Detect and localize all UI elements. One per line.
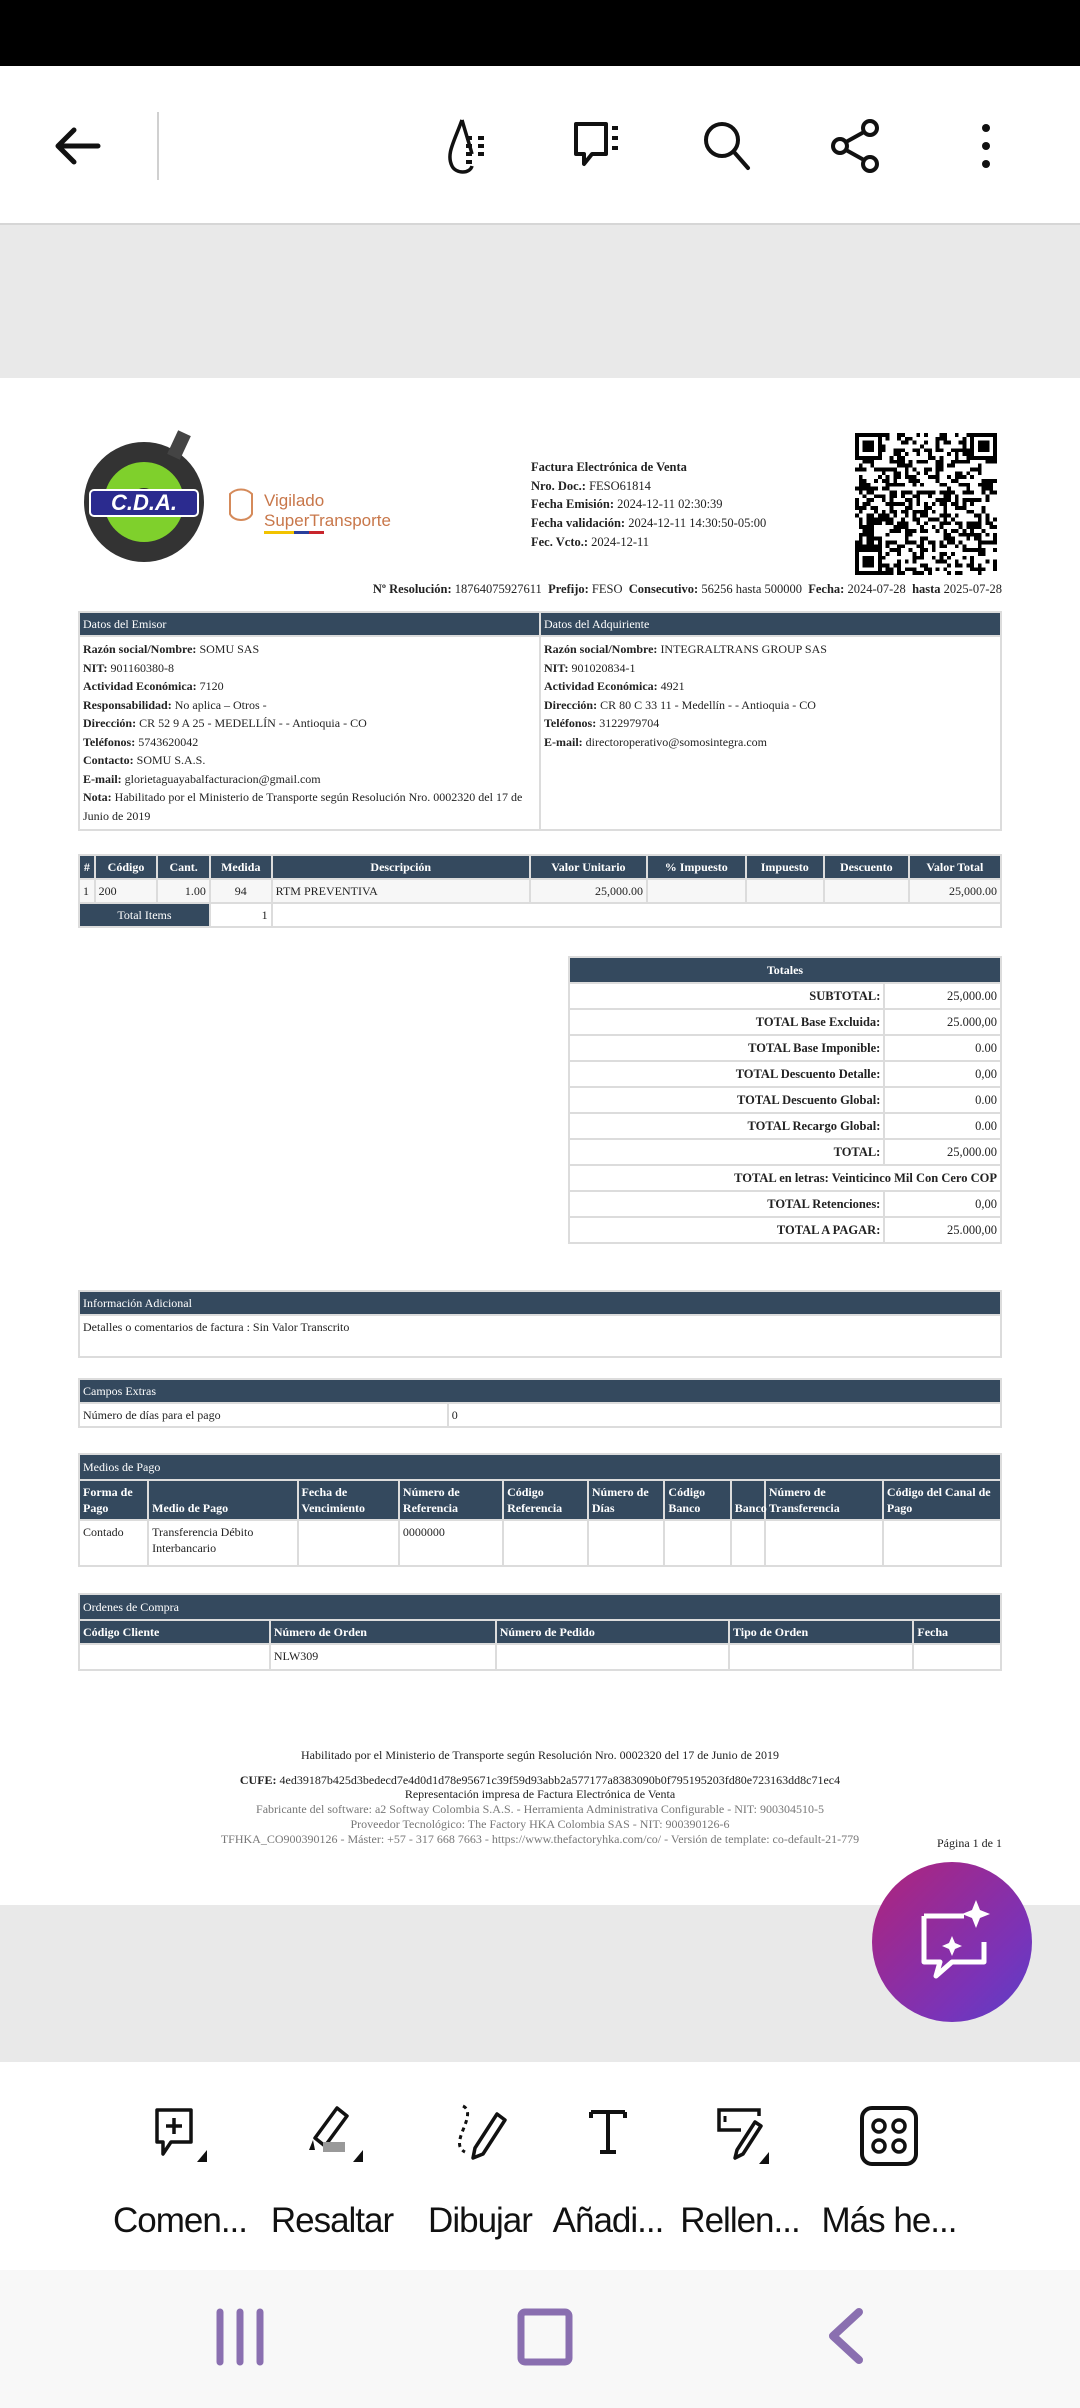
table-cell (79, 1644, 270, 1670)
tool-label: Añadi... (552, 2201, 664, 2240)
field-value: 901020834-1 (571, 660, 636, 675)
field-adquiriente (544, 677, 997, 696)
column-header: # (79, 855, 95, 879)
table-cell: 94 (210, 879, 272, 903)
system-nav-bar (0, 2270, 1080, 2408)
column-header: Fecha de Vencimiento (298, 1480, 399, 1520)
column-header: Medida (210, 855, 272, 879)
field-label: Dirección: (83, 716, 137, 730)
field-label: Teléfonos: (544, 716, 597, 730)
add-comment-icon (145, 2102, 215, 2172)
svg-text:SuperTransporte: SuperTransporte (264, 511, 391, 530)
tool-label: Comen... (113, 2201, 247, 2240)
vigilado-supertransporte-logo (224, 486, 404, 536)
field-emisor (83, 677, 536, 696)
totals-row (569, 1217, 1001, 1243)
totals-heading: Totales (569, 957, 1001, 983)
issue-date: 2024-12-11 02:30:39 (617, 497, 723, 512)
footer-cufe: CUFE: 4ed39187b425d3bedecd7e4d0d1d78e95671c39f59d93abb2a577177a8383090b0f795195203fd80e723163dd8c71ec4 (239, 1773, 841, 1787)
totals-row (569, 1113, 1001, 1139)
more-tools[interactable] (814, 2102, 964, 2241)
table-cell (298, 1520, 399, 1566)
info-adicional-heading: Información Adicional (79, 1291, 1001, 1315)
ordenes-compra-table (78, 1593, 1002, 1671)
field-adquiriente (544, 659, 997, 678)
table-cell (731, 1520, 765, 1566)
bottom-tools-bar (0, 2062, 1080, 2270)
medios-pago-table (78, 1453, 1002, 1567)
field-label: Teléfonos: (83, 734, 136, 749)
field-value: glorietaguayabalfacturacion@gmail.com (124, 771, 321, 786)
field-label: NIT: (544, 660, 569, 675)
column-header: Código Cliente (79, 1620, 270, 1644)
highlighter-icon (297, 2102, 367, 2172)
field-value: 901160380-8 (110, 660, 175, 675)
field-value: SOMU S.A.S. (136, 753, 206, 767)
field-value: 3122979704 (599, 716, 660, 730)
totals-row (569, 1061, 1001, 1087)
svg-text:C.D.A.: C.D.A. (111, 490, 177, 515)
totals-value: 0.00 (884, 1113, 1001, 1139)
totals-value: 0,00 (884, 1061, 1001, 1087)
footer-representacion: Representación impresa de Factura Electrónica de Venta (404, 1787, 676, 1801)
table-cell (588, 1520, 665, 1566)
column-header: Código Banco (664, 1480, 730, 1520)
table-cell: RTM PREVENTIVA (272, 879, 530, 903)
column-header: Código del Canal de Pago (883, 1480, 1001, 1520)
totals-row (569, 1087, 1001, 1113)
pdf-page[interactable] (0, 378, 1080, 1905)
ai-sparkle-chat-icon (872, 1862, 1032, 2022)
totals-label: TOTAL Base Imponible: (569, 1035, 884, 1061)
campos-extras-value: 0 (448, 1403, 1001, 1427)
totals-value: 25,000.00 (884, 983, 1001, 1009)
field-label: E-mail: (544, 734, 583, 749)
table-cell: 25,000.00 (530, 879, 647, 903)
footer-proveedor: Proveedor Tecnológico: The Factory HKA Colombia SAS - NIT: 900390126-6 (350, 1817, 730, 1831)
more-options-icon[interactable] (956, 116, 1016, 176)
column-header: Banco (731, 1480, 765, 1520)
cda-logo (82, 430, 212, 565)
home-icon[interactable] (515, 2306, 575, 2366)
field-label: Actividad Económica: (544, 679, 658, 693)
field-emisor (83, 770, 536, 789)
total-items-label: Total Items (79, 903, 210, 927)
footer-habilitado: Habilitado por el Ministerio de Transporte según Resolución Nro. 0002320 del 17 de Junio de 2019 (301, 1748, 779, 1762)
invoice-title: Factura Electrónica de Venta (531, 460, 687, 474)
table-cell (729, 1644, 913, 1670)
emisor-details (79, 636, 540, 830)
totals-row (569, 1009, 1001, 1035)
back-arrow-icon[interactable] (48, 116, 108, 176)
totals-row (569, 983, 1001, 1009)
field-adquiriente (544, 696, 997, 715)
column-header: Descuento (824, 855, 909, 879)
table-cell: 1.00 (157, 879, 210, 903)
items-table (78, 854, 1002, 928)
totals-label: TOTAL Recargo Global: (569, 1113, 884, 1139)
totals-label: TOTAL: (569, 1139, 884, 1165)
column-header: Código Referencia (503, 1480, 588, 1520)
field-label: Contacto: (83, 753, 134, 767)
table-cell: 200 (95, 879, 158, 903)
field-label: E-mail: (83, 771, 122, 786)
adquiriente-details (540, 636, 1001, 830)
table-row (79, 879, 1001, 903)
field-emisor (83, 714, 536, 733)
field-value: CR 52 9 A 25 - MEDELLÍN - - Antioquia - CO (139, 716, 367, 730)
column-header: Forma de Pago (79, 1480, 148, 1520)
totals-label: TOTAL Base Excluida: (569, 1009, 884, 1035)
system-back-icon[interactable] (815, 2306, 875, 2366)
column-header: Valor Unitario (530, 855, 647, 879)
column-header: Tipo de Orden (729, 1620, 913, 1644)
table-row (79, 1520, 1001, 1566)
totals-row (569, 1139, 1001, 1165)
field-value: CR 80 C 33 11 - Medellín - - Antioquia - CO (600, 697, 816, 712)
field-value: 4921 (660, 679, 685, 693)
field-value: 7120 (199, 679, 224, 693)
info-adicional-text: Detalles o comentarios de factura : Sin Valor Transcrito (79, 1315, 1001, 1357)
ai-assistant-button[interactable] (872, 1862, 1032, 2022)
campos-extras-table (78, 1378, 1002, 1428)
table-cell (913, 1644, 1001, 1670)
field-emisor (83, 696, 536, 715)
emisor-heading: Datos del Emisor (79, 612, 540, 636)
field-label: Responsabilidad: (83, 697, 172, 712)
totals-value: 0.00 (884, 1087, 1001, 1113)
totals-label: TOTAL Retenciones: (569, 1191, 884, 1217)
column-header: Descripción (272, 855, 530, 879)
tool-label: Más he... (821, 2201, 957, 2240)
field-label: Razón social/Nombre: (83, 642, 197, 656)
table-cell: 1 (79, 879, 95, 903)
totals-value: 25.000,00 (884, 1009, 1001, 1035)
totals-label: TOTAL Descuento Global: (569, 1087, 884, 1113)
svg-text:Vigilado: Vigilado (264, 491, 325, 510)
top-toolbar (0, 66, 1080, 225)
column-header: Fecha (913, 1620, 1001, 1644)
due-date: 2024-12-11 (591, 534, 650, 549)
field-label: Nota: (83, 790, 112, 804)
field-emisor (83, 788, 536, 825)
footer-tfhka: TFHKA_CO900390126 - Máster: +57 - 317 668 7663 - https://www.thefactoryhka.com/co/ - Versión de template: co-default-21-779 (220, 1832, 860, 1846)
table-cell: 25,000.00 (909, 879, 1001, 903)
totals-row (569, 1191, 1001, 1217)
column-header: Cant. (157, 855, 210, 879)
adquiriente-heading: Datos del Adquiriente (540, 612, 1001, 636)
comments-list-icon[interactable] (568, 116, 628, 176)
field-label: NIT: (83, 660, 108, 675)
column-header: Número de Pedido (496, 1620, 729, 1644)
field-emisor (83, 659, 536, 678)
section-heading: Ordenes de Compra (79, 1594, 1001, 1620)
table-cell (765, 1520, 883, 1566)
add-text-tool[interactable] (533, 2102, 683, 2241)
table-cell (647, 879, 746, 903)
column-header: Código (95, 855, 158, 879)
tool-label: Resaltar (270, 2201, 394, 2240)
table-cell (746, 879, 824, 903)
total-en-letras: TOTAL en letras: Veinticinco Mil Con Cero COP (569, 1165, 1001, 1191)
info-adicional-table (78, 1290, 1002, 1358)
empty-cell (272, 903, 1001, 927)
search-icon[interactable] (698, 116, 758, 176)
totals-value: 0,00 (884, 1191, 1001, 1217)
status-bar (0, 0, 1080, 66)
table-cell (883, 1520, 1001, 1566)
field-label: Dirección: (544, 697, 598, 712)
totals-value: 0.00 (884, 1035, 1001, 1061)
table-cell (824, 879, 909, 903)
liquid-mode-icon[interactable] (440, 116, 500, 176)
footer-fabricante: Fabricante del software: a2 Softway Colombia S.A.S. - Herramienta Administrativa Configurable - NIT: 900304510-5 (256, 1802, 824, 1816)
table-cell (496, 1644, 729, 1670)
field-value: INTEGRALTRANS GROUP SAS (660, 642, 827, 656)
field-label: Razón social/Nombre: (544, 642, 658, 656)
totals-value: 25.000,00 (884, 1217, 1001, 1243)
total-items-value: 1 (210, 903, 272, 927)
table-row (79, 1644, 1001, 1670)
field-emisor (83, 733, 536, 752)
recent-apps-icon[interactable] (210, 2306, 270, 2366)
column-header: Valor Total (909, 855, 1001, 879)
text-icon (573, 2102, 643, 2172)
validation-date: 2024-12-11 14:30:50-05:00 (628, 516, 767, 531)
more-tools-grid-icon (854, 2102, 924, 2172)
field-value: No aplica – Otros - (174, 697, 267, 712)
field-value: Habilitado por el Ministerio de Transporte según Resolución Nro. 0002320 del 17 de Junio de 2019 (83, 790, 523, 823)
column-header: Número de Referencia (399, 1480, 503, 1520)
totals-row (569, 1035, 1001, 1061)
page-number: Página 1 de 1 (937, 1836, 1002, 1850)
field-adquiriente (544, 714, 997, 733)
fill-sign-tool[interactable] (665, 2102, 815, 2241)
field-value: directoroperativo@somosintegra.com (585, 734, 768, 749)
table-cell: 0000000 (399, 1520, 503, 1566)
column-header: Número de Transferencia (765, 1480, 883, 1520)
share-icon[interactable] (826, 116, 886, 176)
column-header: Número de Días (588, 1480, 665, 1520)
table-cell (664, 1520, 730, 1566)
table-cell: Transferencia Débito Interbancario (148, 1520, 297, 1566)
toolbar-divider (157, 112, 159, 180)
tool-label: Dibujar (428, 2201, 532, 2240)
invoice-header: Factura Electrónica de Venta Nro. Doc.: FESO61814 Fecha Emisión: 2024-12-11 02:30:39 Fecha validación: 2024-12-11 14:30:50-05:00 Fec. Vcto.: 2024-12-11 (531, 460, 767, 549)
section-heading: Medios de Pago (79, 1454, 1001, 1480)
table-cell: Contado (79, 1520, 148, 1566)
totals-table (568, 956, 1002, 1244)
fill-sign-icon (705, 2102, 775, 2172)
pencil-draw-icon (445, 2102, 515, 2172)
totals-label: TOTAL A PAGAR: (569, 1217, 884, 1243)
qr-code (855, 433, 997, 575)
parties-table (78, 611, 1002, 831)
field-label: Actividad Económica: (83, 679, 197, 693)
field-adquiriente (544, 640, 997, 659)
field-emisor (83, 751, 536, 770)
totals-label: SUBTOTAL: (569, 983, 884, 1009)
field-adquiriente (544, 733, 997, 752)
totals-label: TOTAL Descuento Detalle: (569, 1061, 884, 1087)
table-cell: NLW309 (270, 1644, 496, 1670)
totals-value: 25,000.00 (884, 1139, 1001, 1165)
campos-extras-label: Número de días para el pago (79, 1403, 448, 1427)
column-header: % Impuesto (647, 855, 746, 879)
campos-extras-heading: Campos Extras (79, 1379, 1001, 1403)
table-cell (503, 1520, 588, 1566)
resolution-line: Nº Resolución: 18764075927611 Prefijo: FESO Consecutivo: 56256 hasta 500000 Fecha: 2024-07-28 hasta 2025-07-28 (372, 582, 1002, 596)
tool-label: Rellen... (680, 2201, 800, 2240)
field-value: SOMU SAS (199, 642, 260, 656)
field-emisor (83, 640, 536, 659)
column-header: Número de Orden (270, 1620, 496, 1644)
comment-tool[interactable] (105, 2102, 255, 2241)
field-value: 5743620042 (138, 734, 199, 749)
highlight-tool[interactable] (257, 2102, 407, 2241)
column-header: Medio de Pago (148, 1480, 297, 1520)
doc-number: FESO61814 (589, 478, 651, 493)
column-header: Impuesto (746, 855, 824, 879)
